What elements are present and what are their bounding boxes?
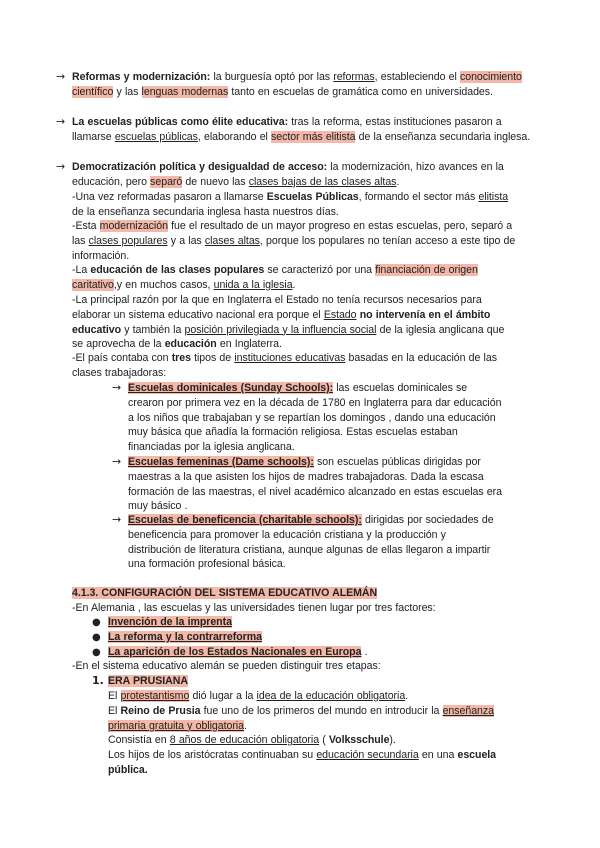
text-run: posición privilegiada y la influencia social: [184, 323, 377, 336]
list-item-era-prusiana: [92, 674, 508, 689]
text-run: son escuelas públicas dirigidas por maestras a la que asisten los hijos de madres trabajadoras. Dada la escasa formación de las maestras, el nivel académico alcanzado en estas escuelas era muy básico .: [128, 456, 502, 513]
text-run: ERA PRUSIANA: [108, 675, 188, 687]
text-run: Invención de la imprenta: [108, 616, 232, 628]
text-run: instituciones educativas: [234, 352, 346, 364]
list-item-escuelas-dominicales: [112, 381, 502, 455]
text-run: .: [292, 278, 296, 291]
text-run: Escuelas de beneficencia (charitable schools):: [128, 514, 362, 526]
text-run: educación de las clases populares: [90, 264, 265, 276]
list-item-reforma: [92, 630, 508, 646]
text-run: Escuelas Públicas: [266, 191, 359, 203]
text-run: dirigidas por sociedades de beneficencia para promover la educación cristiana y la producción y distribución de literatura cristiana, aunque algunas de ellas llegaron a impartir una formación profesional básica.: [128, 514, 494, 571]
text-run: -En Alemania , las escuelas y las universidades tienen lugar por tres factores:: [72, 602, 436, 614]
bullet-icon: ●: [92, 647, 101, 658]
text-run: Reformas y modernización:: [72, 71, 211, 83]
text-run: ,y en muchos casos,: [113, 278, 214, 291]
text-run: -Una vez reformadas pasaron a llamarse: [72, 191, 267, 203]
text-run: tres: [171, 352, 191, 364]
text-run: elitista: [478, 191, 509, 203]
text-run: -La principal razón por la que en Inglaterra el Estado no tenía recursos necesarios para elaborar un sistema educativo nacional era porque el: [72, 294, 482, 321]
text-run: Democratización política y desigualdad de acceso:: [72, 161, 328, 173]
arrow-right-icon: →: [112, 381, 122, 394]
text-run: sector más elitista: [271, 130, 356, 143]
text-run: de la iglesia anglicana que se aprovecha de la: [72, 323, 505, 351]
text-run: de la enseñanza secundaria inglesa hasta nuestros días.: [72, 205, 339, 218]
paragraph-razon-estado: [72, 293, 518, 352]
text-run: financiación de origen caritativo: [72, 264, 478, 291]
text-run: .: [396, 175, 400, 188]
arrow-right-icon: →: [112, 513, 122, 526]
bullet-icon: ●: [92, 617, 101, 628]
text-run: escuela pública.: [108, 749, 497, 776]
text-run: fue uno de los primeros del mundo en introducir la: [200, 705, 443, 717]
text-run: en una: [418, 749, 458, 761]
text-run: .: [361, 646, 368, 658]
text-run: , formando el sector más: [358, 191, 479, 203]
text-run: clases populares: [88, 234, 168, 247]
paragraph-democratizacion: [56, 160, 532, 190]
text-run: Consistía en: [108, 734, 170, 746]
text-run: educación: [164, 338, 217, 351]
text-run: clases altas: [204, 234, 260, 247]
paragraph-reino-prusia: [108, 704, 518, 734]
text-run: tras la reforma, estas instituciones pasaron a llamarse: [72, 116, 502, 143]
text-run: fue el resultado de un mayor progreso en estas escuelas, pero, separó a las: [72, 220, 513, 247]
text-run: modernización: [99, 220, 168, 232]
text-run: Reino de Prusia: [120, 705, 201, 717]
text-run: , elaborando el: [197, 130, 272, 143]
text-run: escuelas públicas: [114, 130, 198, 143]
text-run: Volksschule: [328, 734, 390, 746]
text-run: La reforma y la contrarreforma: [108, 631, 262, 643]
text-run: , porque los populares no tenían acceso a este tipo de información.: [72, 234, 516, 262]
paragraph-modernizacion-resultado: [72, 219, 516, 263]
text-run: Los hijos de los aristócratas continuaban su: [108, 749, 317, 761]
paragraph-escuelas-publicas-reformadas: [72, 190, 516, 220]
text-run: La aparición de los Estados Nacionales en Europa: [108, 646, 362, 658]
paragraph-tres-instituciones: [72, 351, 518, 381]
text-run: de la enseñanza secundaria inglesa.: [355, 130, 531, 143]
text-run: la burguesía optó por las: [210, 71, 334, 83]
text-run: El: [108, 690, 121, 702]
text-run: no intervenía en el ámbito educativo: [72, 308, 491, 336]
arrow-right-icon: →: [56, 160, 66, 173]
text-run: se caracterizó por una: [264, 264, 376, 276]
text-run: de nuevo las: [182, 175, 249, 188]
paragraph-tres-etapas: [72, 659, 518, 674]
text-run: Escuelas dominicales (Sunday Schools):: [128, 382, 334, 394]
text-run: clases bajas de las clases altas: [248, 175, 397, 188]
text-run: en Inglaterra.: [216, 338, 282, 351]
text-run: 8 años de educación obligatoria: [169, 734, 320, 746]
paragraph-factores-alemania: [72, 601, 518, 616]
text-run: El: [108, 705, 121, 717]
text-run: unida a la iglesia: [213, 278, 293, 291]
text-run: -En el sistema educativo alemán se pueden distinguir tres etapas:: [72, 660, 381, 672]
list-number: 1.: [92, 674, 104, 687]
text-run: enseñanza primaria gratuita y obligatoria: [108, 705, 494, 732]
text-run: ).: [389, 734, 396, 746]
paragraph-educacion-clases-populares: [72, 263, 516, 293]
text-run: Escuelas femeninas (Dame schools):: [128, 456, 314, 468]
text-run: reformas: [333, 71, 375, 83]
text-run: conocimiento científico: [72, 71, 522, 98]
text-run: y a las: [167, 234, 205, 247]
text-run: -El país contaba con: [72, 352, 172, 364]
text-run: tanto en escuelas de gramática como en universidades.: [228, 85, 493, 98]
text-run: 4.1.3. CONFIGURACIÓN DEL SISTEMA EDUCATIVO ALEMÁN: [72, 587, 378, 599]
paragraph-hijos-aristocratas: [108, 748, 518, 778]
text-run: las escuelas dominicales se crearon por primera vez en la década de 1780 en Inglaterra para dar educación a los niños que trabajaban y se repartían los domingos , dando una educación muy básica que añadía la formación religiosa. Estas escuelas estaban financiadas por la iglesia anglicana.: [128, 382, 502, 454]
text-run: separó: [150, 175, 183, 188]
text-run: idea de la educación obligatoria: [256, 690, 406, 702]
paragraph-escuelas-publicas-elite: [56, 115, 532, 145]
text-run: (: [319, 734, 329, 746]
text-run: y las: [113, 85, 142, 98]
list-item-escuelas-femeninas: [112, 455, 502, 514]
paragraph-reformas-modernizacion: [56, 70, 532, 100]
arrow-right-icon: →: [112, 455, 122, 468]
text-run: educación secundaria: [316, 749, 419, 761]
arrow-right-icon: →: [56, 115, 66, 128]
text-run: -Esta: [72, 220, 100, 232]
text-run: La escuelas públicas como élite educativa:: [72, 116, 289, 128]
paragraph-protestantismo: [108, 689, 518, 704]
paragraph-volksschule: [108, 733, 518, 748]
text-run: y también la: [121, 323, 185, 336]
arrow-right-icon: →: [56, 70, 66, 83]
text-run: .: [405, 690, 409, 702]
text-run: -La: [72, 264, 91, 276]
section-heading-sistema-aleman: [72, 586, 518, 601]
text-run: basadas en la educación de las clases trabajadoras:: [72, 352, 497, 379]
text-run: tipos de: [190, 352, 235, 364]
text-run: dió lugar a la: [189, 690, 257, 702]
list-item-escuelas-beneficencia: [112, 513, 502, 572]
text-run: la modernización, hizo avances en la educación, pero: [72, 161, 504, 188]
text-run: protestantismo: [120, 690, 190, 702]
text-run: .: [243, 719, 247, 732]
text-run: lenguas modernas: [141, 85, 229, 98]
text-run: , estableciendo el: [374, 71, 460, 83]
text-run: Estado: [323, 308, 357, 321]
list-item-imprenta: [92, 615, 508, 631]
bullet-icon: ●: [92, 632, 101, 643]
